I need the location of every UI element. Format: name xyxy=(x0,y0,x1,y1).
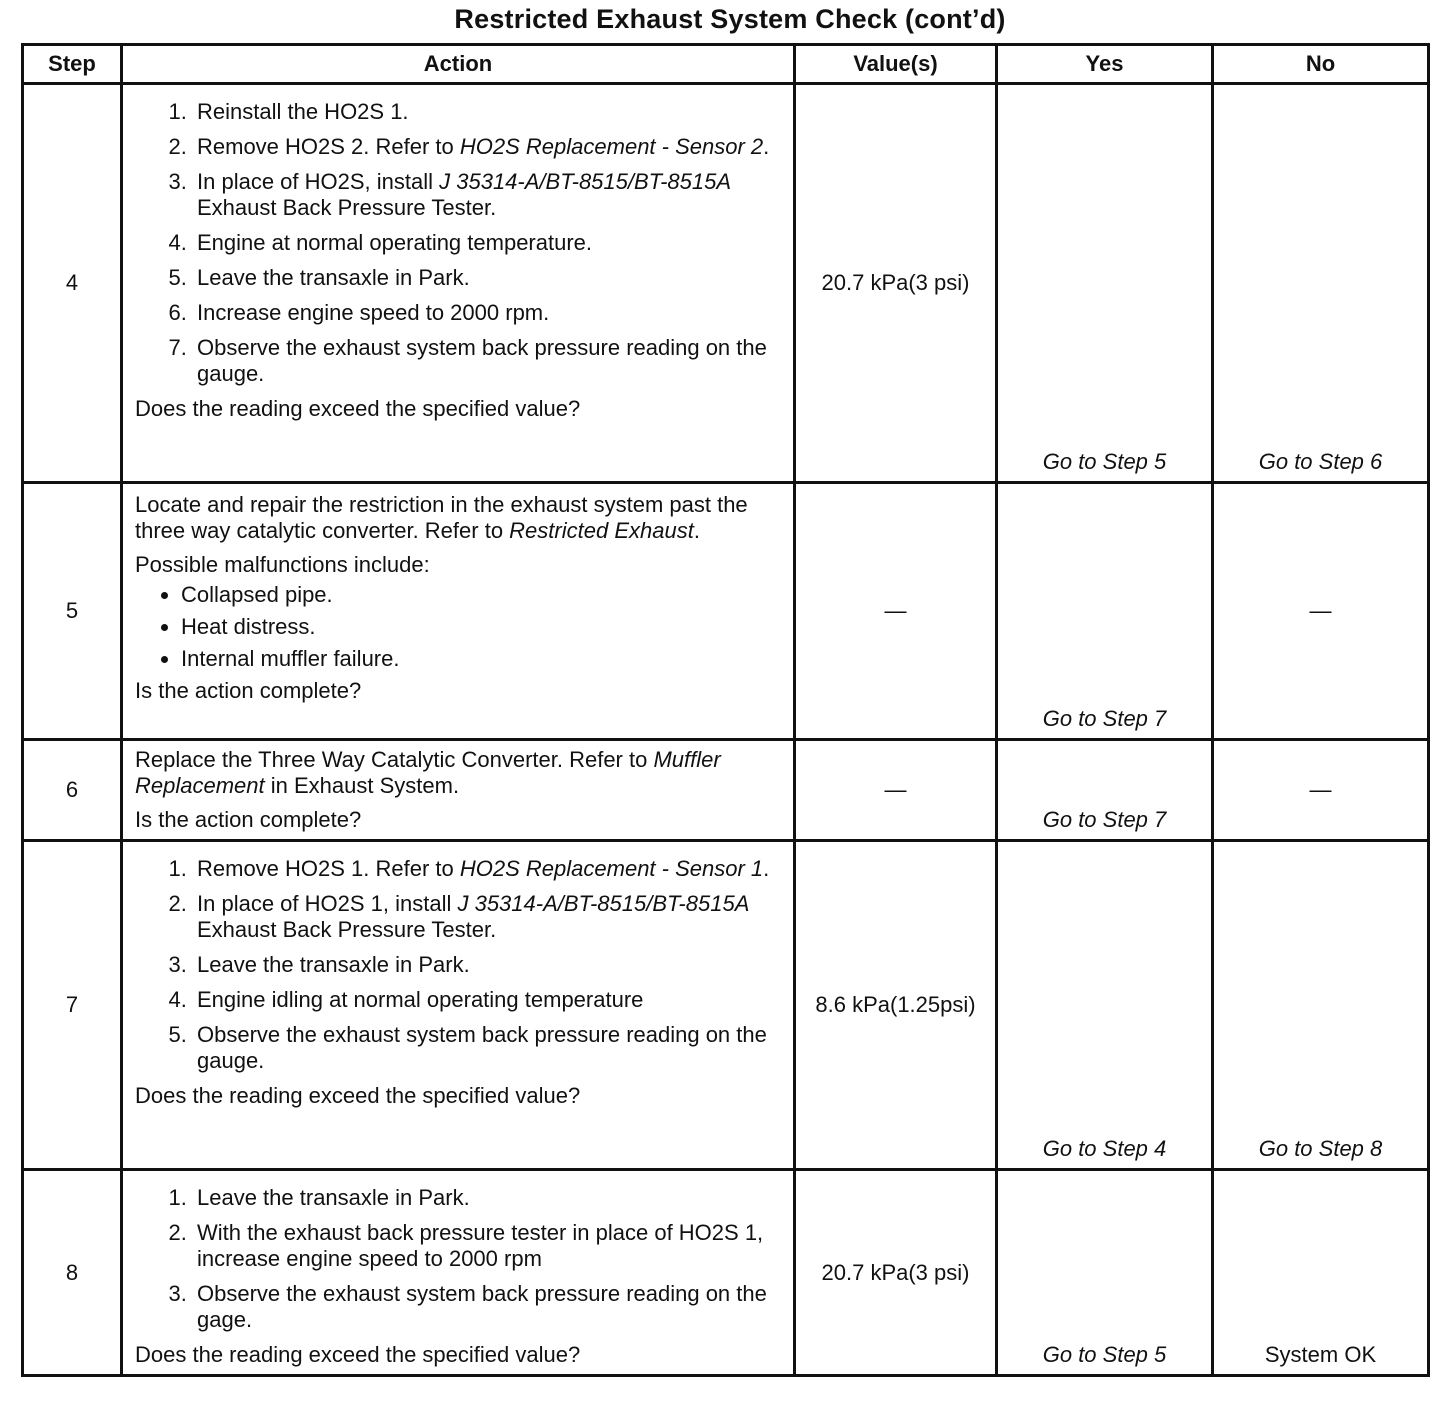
value-cell: 8.6 kPa(1.25psi) xyxy=(795,841,997,1170)
step-number: 5 xyxy=(23,483,122,740)
list-item: 1. Reinstall the HO2S 1. xyxy=(193,99,771,125)
list-item: 4. Engine idling at normal operating temperature xyxy=(193,987,771,1013)
action-cell xyxy=(122,483,795,740)
action-steps xyxy=(135,1185,771,1333)
list-item: 3. Leave the transaxle in Park. xyxy=(193,952,771,978)
action-paragraph: Locate and repair the restriction in the exhaust system past the three way catalytic converter. Refer to Restricted Exhaust. xyxy=(135,492,748,543)
list-item: 4. Engine at normal operating temperature. xyxy=(193,230,771,256)
question-text: Does the reading exceed the specified value? xyxy=(135,396,581,421)
list-item: 2. In place of HO2S 1, install J 35314-A/BT-8515/BT-8515A Exhaust Back Pressure Tester. xyxy=(193,891,771,943)
reference-link-text: Muffler Replacement xyxy=(135,747,721,798)
question-text: Is the action complete? xyxy=(135,807,362,832)
list-item: 6. Increase engine speed to 2000 rpm. xyxy=(193,300,771,326)
header-no: No xyxy=(1213,45,1429,84)
diagnostic-table xyxy=(21,43,1430,1377)
action-steps xyxy=(135,99,771,387)
step-number: 7 xyxy=(23,841,122,1170)
malfunctions-heading: Possible malfunctions include: xyxy=(135,552,430,577)
list-item: • Heat distress. xyxy=(181,614,771,640)
list-item: • Internal muffler failure. xyxy=(181,646,771,672)
list-item: 5. Observe the exhaust system back pressure reading on the gauge. xyxy=(193,1022,771,1074)
value-cell: 20.7 kPa(3 psi) xyxy=(795,1170,997,1376)
tool-reference: J 35314-A/BT-8515/BT-8515A xyxy=(439,169,732,194)
list-item: 7. Observe the exhaust system back pressure reading on the gauge. xyxy=(193,335,771,387)
action-cell xyxy=(122,740,795,841)
header-step: Step xyxy=(23,45,122,84)
no-outcome: — xyxy=(1213,740,1429,841)
table-row-step-5 xyxy=(23,483,1429,740)
list-item: 1. Remove HO2S 1. Refer to HO2S Replacement - Sensor 1. xyxy=(193,856,771,882)
reference-link-text: Restricted Exhaust xyxy=(509,518,694,543)
list-item: 5. Leave the transaxle in Park. xyxy=(193,265,771,291)
reference-link-text: HO2S Replacement - Sensor 1 xyxy=(459,856,764,881)
list-item: 2. Remove HO2S 2. Refer to HO2S Replacement - Sensor 2. xyxy=(193,134,771,160)
yes-outcome: Go to Step 5 xyxy=(997,84,1213,483)
action-steps xyxy=(135,856,771,1074)
list-item: • Collapsed pipe. xyxy=(181,582,771,608)
page-title: Restricted Exhaust System Check (cont’d) xyxy=(454,4,1006,34)
yes-outcome: Go to Step 5 xyxy=(997,1170,1213,1376)
yes-outcome: Go to Step 4 xyxy=(997,841,1213,1170)
header-values: Value(s) xyxy=(795,45,997,84)
action-cell xyxy=(122,84,795,483)
no-outcome: System OK xyxy=(1213,1170,1429,1376)
no-outcome: Go to Step 6 xyxy=(1213,84,1429,483)
yes-outcome: Go to Step 7 xyxy=(997,483,1213,740)
step-number: 8 xyxy=(23,1170,122,1376)
question-text: Does the reading exceed the specified value? xyxy=(135,1083,581,1108)
malfunction-list xyxy=(135,582,771,672)
value-cell: — xyxy=(795,740,997,841)
question-text: Does the reading exceed the specified value? xyxy=(135,1342,581,1367)
table-row-step-4 xyxy=(23,84,1429,483)
step-number: 4 xyxy=(23,84,122,483)
value-cell: 20.7 kPa(3 psi) xyxy=(795,84,997,483)
action-cell xyxy=(122,1170,795,1376)
table-row-step-8 xyxy=(23,1170,1429,1376)
table-row-step-7 xyxy=(23,841,1429,1170)
list-item: 2. With the exhaust back pressure tester in place of HO2S 1, increase engine speed to 2000 rpm xyxy=(193,1220,771,1272)
value-cell: — xyxy=(795,483,997,740)
header-yes: Yes xyxy=(997,45,1213,84)
header-action: Action xyxy=(122,45,795,84)
list-item: 3. Observe the exhaust system back pressure reading on the gage. xyxy=(193,1281,771,1333)
table-header-row xyxy=(23,45,1429,84)
action-paragraph: Replace the Three Way Catalytic Converter. Refer to Muffler Replacement in Exhaust System. xyxy=(135,747,721,798)
tool-reference: J 35314-A/BT-8515/BT-8515A xyxy=(457,891,750,916)
step-number: 6 xyxy=(23,740,122,841)
table-row-step-6 xyxy=(23,740,1429,841)
question-text: Is the action complete? xyxy=(135,678,362,703)
list-item: 1. Leave the transaxle in Park. xyxy=(193,1185,771,1211)
list-item: 3. In place of HO2S, install J 35314-A/BT-8515/BT-8515A Exhaust Back Pressure Tester. xyxy=(193,169,771,221)
reference-link-text: HO2S Replacement - Sensor 2 xyxy=(459,134,764,159)
no-outcome: Go to Step 8 xyxy=(1213,841,1429,1170)
yes-outcome: Go to Step 7 xyxy=(997,740,1213,841)
action-cell xyxy=(122,841,795,1170)
no-outcome: — xyxy=(1213,483,1429,740)
